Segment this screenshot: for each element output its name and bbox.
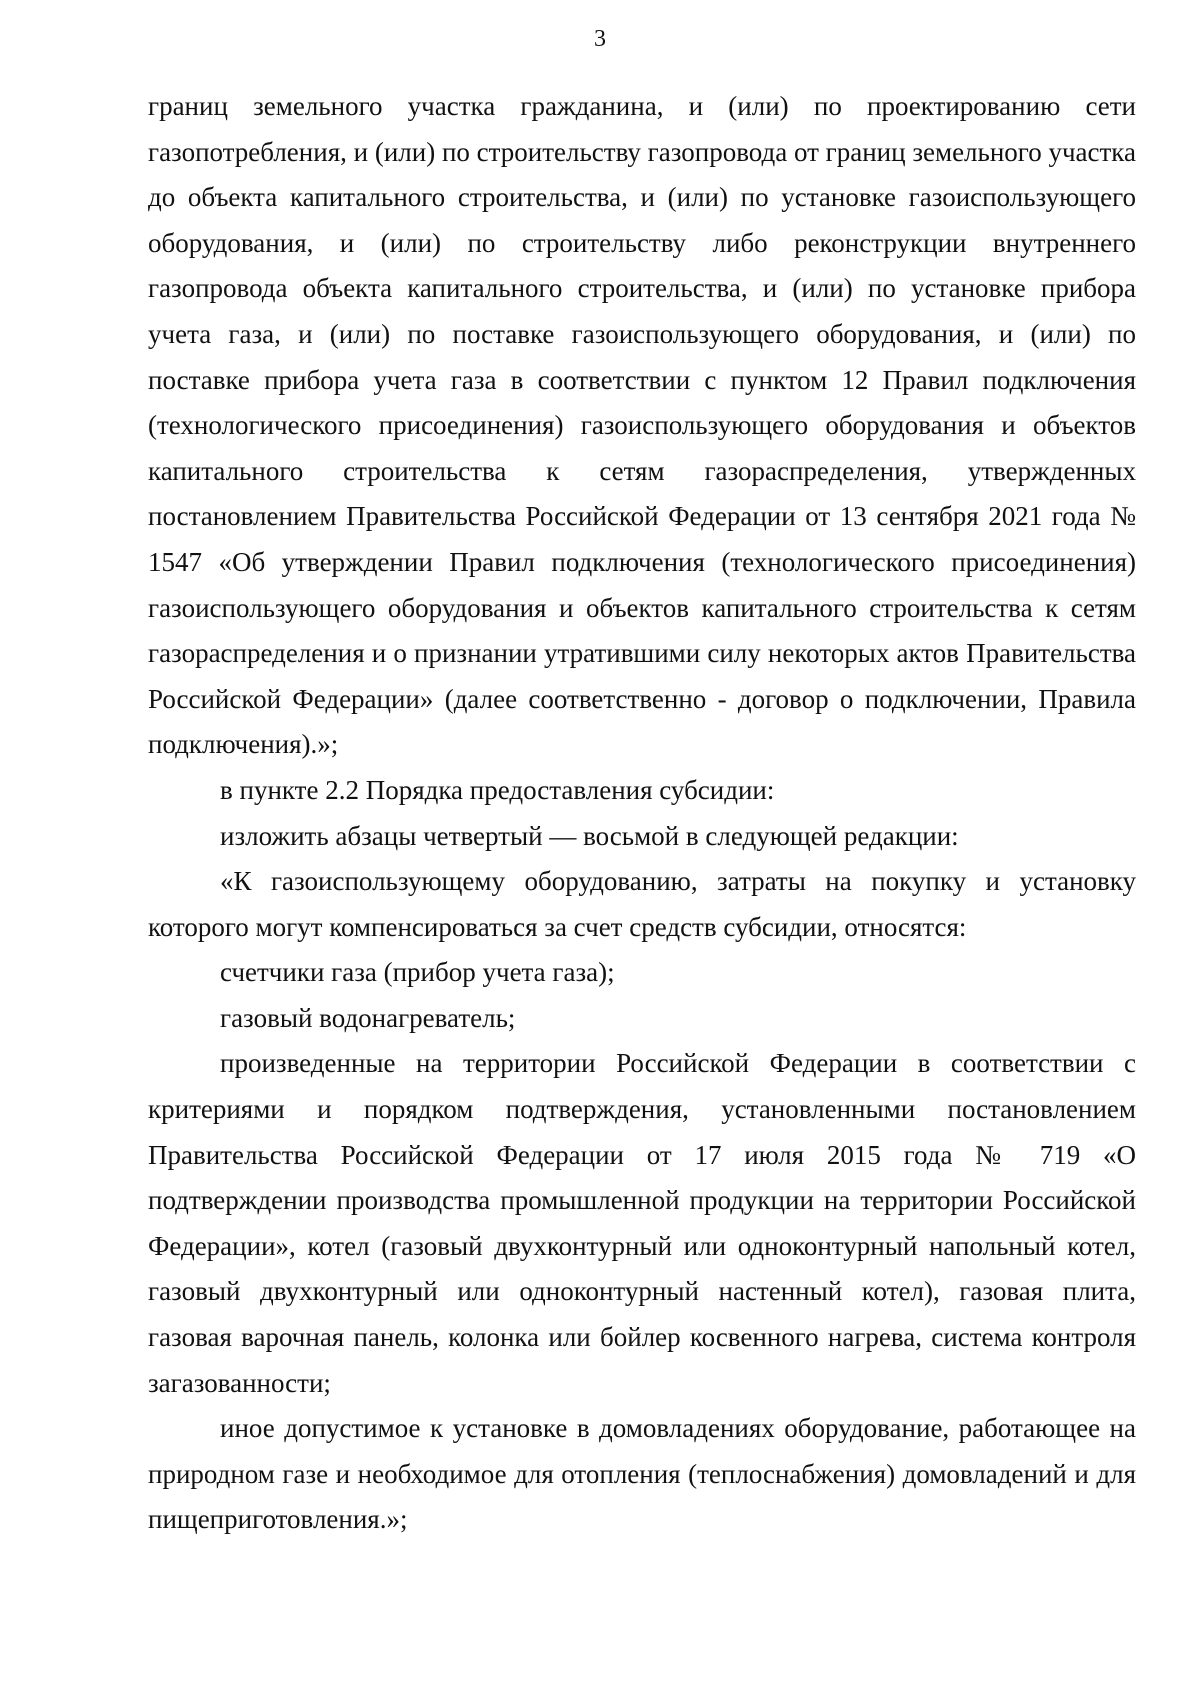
- paragraph-other-equipment: иное допустимое к установке в домовладениях оборудование, работающее на природном газе и необходимое для отопления (теплоснабжения) домовладений и для пищеприготовления.»;: [148, 1413, 1136, 1535]
- paragraph-address-continuation: границ земельного участка гражданина, и (или) по проектированию сети газопотребления, и (или) по строительству газопровода от границ земельного участка до объекта капитального строительства, и (или) по установке газоиспользующего оборудования, и (или) по строительству либо реконструкции внутреннего газопровода объекта капитального строительства, и (или) по установке прибора учета газа, и (или) по поставке газоиспользующего оборудования, и (или) по поставке прибора учета газа в соответствии с пунктом 12 Правил подключения (технологического присоединения) газоиспользующего оборудования и объектов капитального строительства к сетям газораспределения, утвержденных постановлением Правительства Российской Федерации от 13 сентября 2021 года № 1547 «Об утверждении Правил подключения (технологического присоединения) газоиспользующего оборудования и объектов капитального строительства к сетям газораспределения и о признании утратившими силу некоторых актов Правительства Российской Федерации» (далее соответственно - договор о подключении, Правила подключения).»;: [148, 91, 1136, 760]
- paragraph-equipment-intro: «К газоиспользующему оборудованию, затраты на покупку и установку которого могут компенсироваться за счет средств субсидии, относятся:: [148, 866, 1136, 942]
- document-body: [148, 84, 1136, 1543]
- paragraph-amendment-instruction: изложить абзацы четвертый — восьмой в следующей редакции:: [220, 820, 959, 851]
- paragraph-domestic-equipment: произведенные на территории Российской Федерации в соответствии с критериями и порядком подтверждения, установленными постановлением Правительства Российской Федерации от 17 июля 2015 года № 719 «О подтверждении производства промышленной продукции на территории Российской Федерации», котел (газовый двухконтурный или одноконтурный напольный котел, газовый двухконтурный или одноконтурный настенный котел), газовая плита, газовая варочная панель, колонка или бойлер косвенного нагрева, система контроля загазованности;: [148, 1048, 1136, 1398]
- page-number: 3: [594, 26, 606, 52]
- paragraph-clause-2-2: в пункте 2.2 Порядка предоставления субсидии:: [220, 774, 775, 805]
- paragraph-water-heater: газовый водонагреватель;: [220, 1002, 516, 1033]
- paragraph-gas-meters: счетчики газа (прибор учета газа);: [220, 957, 615, 988]
